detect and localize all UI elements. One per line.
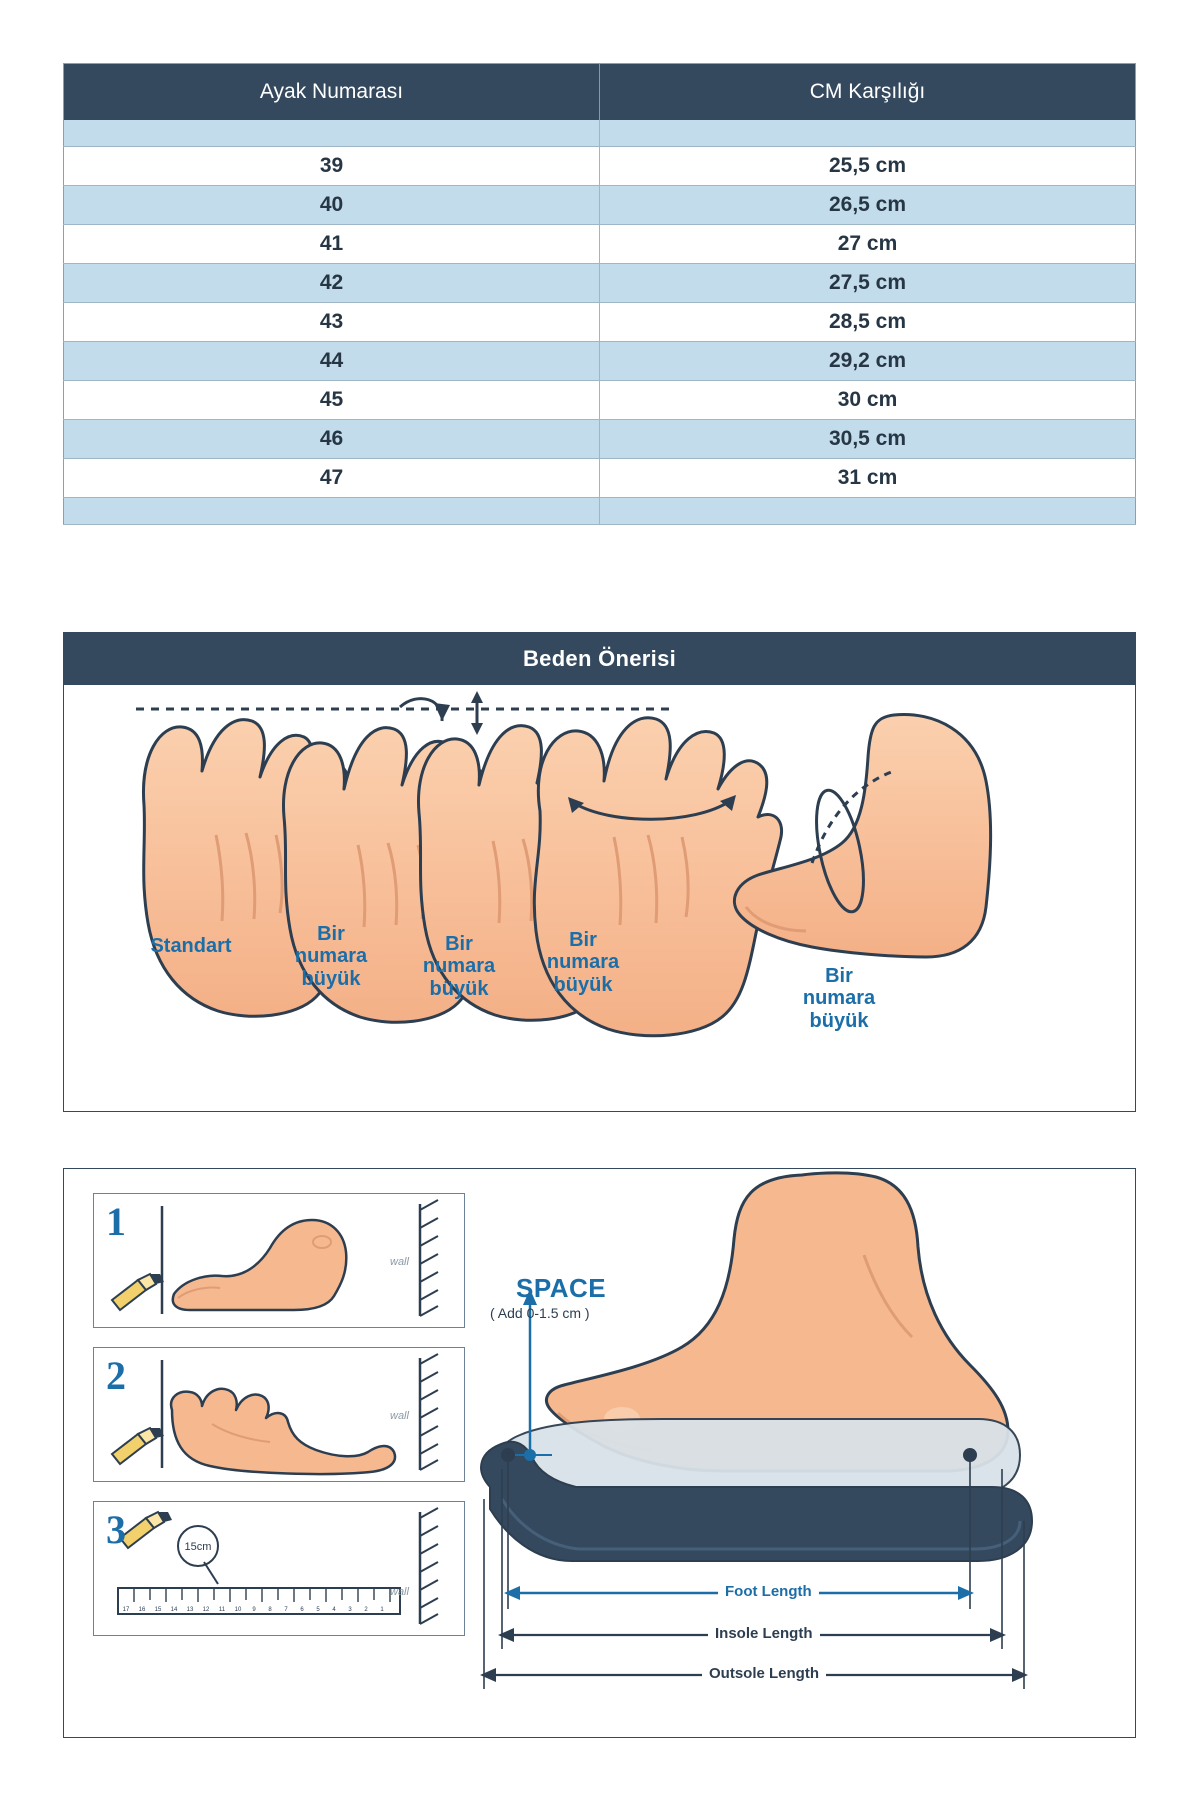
cell-size: 43 xyxy=(64,303,600,342)
step-box-2 xyxy=(93,1347,465,1482)
foot-in-shoe-diagram xyxy=(472,1169,1132,1735)
table-row xyxy=(64,303,1136,342)
step-box-3 xyxy=(93,1501,465,1636)
svg-text:8: 8 xyxy=(268,1607,272,1613)
table-row xyxy=(64,342,1136,381)
cell-size: 40 xyxy=(64,186,600,225)
table-spacer-row-bottom xyxy=(64,498,1136,525)
column-header-size: Ayak Numarası xyxy=(64,64,600,121)
panel-title-beden: Beden Önerisi xyxy=(64,633,1135,685)
table-row xyxy=(64,264,1136,303)
caption-one-size-up-1: Bir numara büyük xyxy=(294,923,368,990)
wall-hatching xyxy=(420,1508,438,1624)
measurement-panel xyxy=(63,1168,1136,1738)
cell-cm: 29,2 cm xyxy=(600,342,1136,381)
step-box-1 xyxy=(93,1193,465,1328)
caption-one-size-up-4: Bir numara büyük xyxy=(802,965,876,1032)
table-row xyxy=(64,147,1136,186)
table-spacer-row-top xyxy=(64,120,1136,147)
beden-panel-body xyxy=(64,685,1135,1113)
svg-text:5: 5 xyxy=(316,1607,320,1613)
step3-illustration xyxy=(94,1502,464,1635)
cell-size: 41 xyxy=(64,225,600,264)
shoe-cross-section-illustration xyxy=(472,1169,1132,1735)
step-number-2: 2 xyxy=(106,1353,126,1398)
step-number-3: 3 xyxy=(106,1507,126,1552)
cell-cm: 27 cm xyxy=(600,225,1136,264)
svg-text:13: 13 xyxy=(186,1607,194,1613)
wall-label-2: wall xyxy=(390,1410,409,1422)
cell-cm: 31 cm xyxy=(600,459,1136,498)
table-row xyxy=(64,225,1136,264)
cell-size: 45 xyxy=(64,381,600,420)
cell-cm: 30 cm xyxy=(600,381,1136,420)
svg-text:4: 4 xyxy=(332,1607,336,1613)
cell-size: 39 xyxy=(64,147,600,186)
outsole-length-label: Outsole Length xyxy=(702,1665,826,1682)
size-table xyxy=(63,63,1136,525)
svg-text:10: 10 xyxy=(234,1607,242,1613)
svg-text:11: 11 xyxy=(218,1607,226,1613)
table-row xyxy=(64,186,1136,225)
space-label: SPACE xyxy=(516,1273,607,1303)
cell-size: 46 xyxy=(64,420,600,459)
cell-cm: 28,5 cm xyxy=(600,303,1136,342)
pencil-icon xyxy=(112,1428,164,1464)
size-recommendation-panel xyxy=(63,632,1136,1112)
svg-text:2: 2 xyxy=(364,1607,368,1613)
foot-length-label: Foot Length xyxy=(718,1583,819,1600)
wall-hatching xyxy=(420,1354,438,1470)
svg-text:1: 1 xyxy=(380,1607,384,1613)
svg-text:15cm: 15cm xyxy=(184,1541,212,1553)
insole-length-label: Insole Length xyxy=(708,1625,820,1642)
space-sublabel: ( Add 0-1.5 cm ) xyxy=(490,1305,590,1321)
cell-cm: 26,5 cm xyxy=(600,186,1136,225)
wall-hatching xyxy=(420,1200,438,1316)
pencil-icon xyxy=(120,1512,172,1548)
table-row xyxy=(64,459,1136,498)
caption-standart: Standart xyxy=(150,935,232,957)
svg-text:16: 16 xyxy=(138,1607,146,1613)
cell-size: 47 xyxy=(64,459,600,498)
table-header-row xyxy=(64,64,1136,121)
svg-text:6: 6 xyxy=(300,1607,304,1613)
wall-label-3: wall xyxy=(390,1586,409,1598)
ruler-icon xyxy=(118,1588,400,1614)
caption-one-size-up-2: Bir numara büyük xyxy=(422,933,496,1000)
cell-cm: 27,5 cm xyxy=(600,264,1136,303)
table-row xyxy=(64,381,1136,420)
feet-illustration xyxy=(64,685,1135,1113)
cell-cm: 25,5 cm xyxy=(600,147,1136,186)
svg-text:12: 12 xyxy=(202,1607,210,1613)
svg-text:15: 15 xyxy=(154,1607,162,1613)
cell-cm: 30,5 cm xyxy=(600,420,1136,459)
cell-size: 44 xyxy=(64,342,600,381)
cell-size: 42 xyxy=(64,264,600,303)
column-header-cm: CM Karşılığı xyxy=(600,64,1136,121)
svg-text:3: 3 xyxy=(348,1607,352,1613)
table-row xyxy=(64,420,1136,459)
svg-text:9: 9 xyxy=(252,1607,256,1613)
svg-text:7: 7 xyxy=(284,1607,288,1613)
svg-text:14: 14 xyxy=(170,1607,178,1613)
step-number-1: 1 xyxy=(106,1199,126,1244)
svg-text:17: 17 xyxy=(122,1607,130,1613)
pencil-icon xyxy=(112,1274,164,1310)
caption-one-size-up-3: Bir numara büyük xyxy=(546,929,620,996)
wall-label-1: wall xyxy=(390,1256,409,1268)
